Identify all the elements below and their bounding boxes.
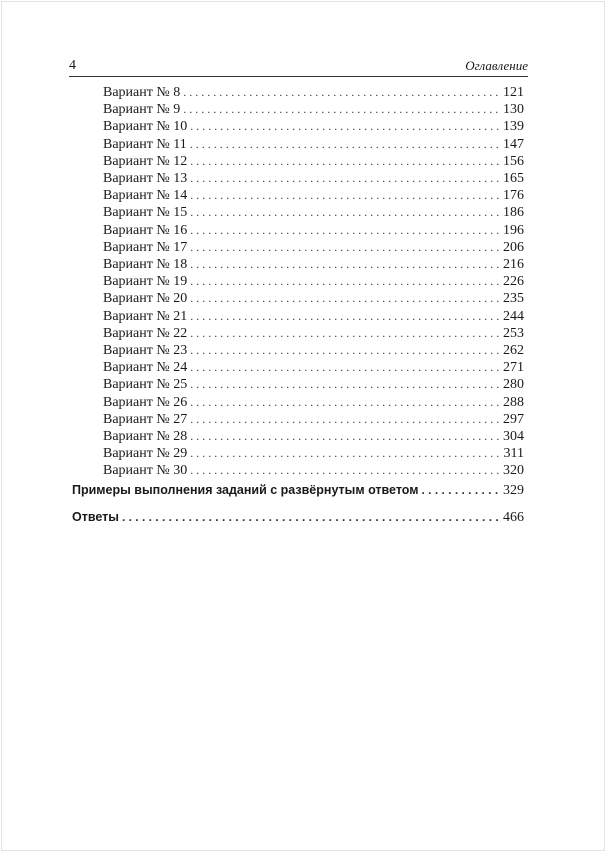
toc-entry-label: Вариант № 18 xyxy=(103,257,188,272)
toc-entry-page-number: 139 xyxy=(503,119,524,135)
dot-leader xyxy=(190,376,500,393)
toc-entry-label: Вариант № 19 xyxy=(103,274,188,290)
dot-leader xyxy=(190,308,500,325)
toc-entry-section[interactable] xyxy=(72,482,524,499)
running-head-title: Оглавление xyxy=(465,58,528,73)
toc-entry-page-number: 147 xyxy=(503,136,524,152)
dot-leader xyxy=(183,101,500,118)
toc-section-page-number: 466 xyxy=(503,510,524,525)
toc-entry-page-number: 206 xyxy=(503,239,524,255)
toc-entry-label: Вариант № 11 xyxy=(103,136,187,152)
toc-entry-variant[interactable] xyxy=(103,101,524,118)
toc-entry-variant[interactable] xyxy=(103,394,524,411)
toc-entry-label: Вариант № 22 xyxy=(103,325,188,341)
toc-entry-label: Вариант № 30 xyxy=(103,463,188,479)
toc-entry-variant[interactable] xyxy=(103,273,524,290)
toc-entry-page-number: 244 xyxy=(503,308,524,324)
dot-leader xyxy=(190,359,500,376)
toc-entry-page-number: 226 xyxy=(503,274,524,290)
toc-entry-page-number: 121 xyxy=(503,85,524,100)
toc-entry-page-number: 196 xyxy=(503,222,524,238)
dot-leader xyxy=(190,325,500,342)
toc-entry-variant[interactable] xyxy=(103,187,524,204)
toc-entry-variant[interactable] xyxy=(103,239,524,256)
toc-entry-variant[interactable] xyxy=(103,411,524,428)
dot-leader xyxy=(190,411,500,428)
dot-leader xyxy=(190,445,500,462)
dot-leader xyxy=(190,222,500,239)
toc-entry-page-number: 186 xyxy=(503,205,524,221)
dot-leader xyxy=(190,239,500,256)
toc-entry-label: Вариант № 13 xyxy=(103,171,188,186)
toc-section-label: Примеры выполнения заданий с развёрнутым ответом xyxy=(72,483,419,497)
dot-leader xyxy=(190,118,500,135)
dot-leader xyxy=(422,482,501,499)
toc-entry-variant[interactable] xyxy=(103,290,524,307)
toc-entry-page-number: 271 xyxy=(503,360,524,376)
page-number: 4 xyxy=(69,58,76,73)
dot-leader xyxy=(190,170,500,187)
toc-entry-page-number: 156 xyxy=(503,153,524,169)
dot-leader xyxy=(190,136,500,153)
toc-entry-label: Вариант № 12 xyxy=(103,153,188,169)
toc-entry-label: Вариант № 20 xyxy=(103,291,188,307)
dot-leader xyxy=(190,273,500,290)
dot-leader xyxy=(190,342,500,359)
toc-entry-variant[interactable] xyxy=(103,118,524,135)
toc-entry-variant[interactable] xyxy=(103,376,524,393)
toc-entry-variant[interactable] xyxy=(103,445,524,462)
toc-entry-page-number: 297 xyxy=(503,411,524,427)
toc-entry-label: Вариант № 27 xyxy=(103,411,188,427)
toc-entry-variant[interactable] xyxy=(103,462,524,479)
toc-entry-label: Вариант № 29 xyxy=(103,446,188,462)
toc-entry-label: Вариант № 17 xyxy=(103,239,188,255)
dot-leader xyxy=(190,187,500,204)
dot-leader xyxy=(190,256,500,273)
dot-leader xyxy=(183,84,500,101)
toc-entry-page-number: 280 xyxy=(503,377,524,393)
toc-entry-page-number: 165 xyxy=(503,171,524,186)
toc-entry-page-number: 311 xyxy=(503,446,524,462)
toc-entry-label: Вариант № 24 xyxy=(103,360,188,376)
toc-entry-page-number: 320 xyxy=(503,463,524,479)
toc-entry-page-number: 176 xyxy=(503,188,524,204)
toc-entry-variant[interactable] xyxy=(103,325,524,342)
toc-entry-variant[interactable] xyxy=(103,136,524,153)
toc-entry-label: Вариант № 16 xyxy=(103,222,188,238)
dot-leader xyxy=(190,428,500,445)
dot-leader xyxy=(190,394,500,411)
toc-entry-variant[interactable] xyxy=(103,308,524,325)
toc-entry-variant[interactable] xyxy=(103,428,524,445)
toc-entry-page-number: 130 xyxy=(503,102,524,118)
toc-entry-page-number: 235 xyxy=(503,291,524,307)
toc-section-page-number: 329 xyxy=(503,483,524,498)
toc-entry-variant[interactable] xyxy=(103,84,524,101)
dot-leader xyxy=(190,204,500,221)
toc-entry-page-number: 253 xyxy=(503,325,524,341)
toc-entry-variant[interactable] xyxy=(103,342,524,359)
toc-entry-variant[interactable] xyxy=(103,153,524,170)
dot-leader xyxy=(190,153,500,170)
toc-entry-page-number: 304 xyxy=(503,429,524,444)
toc-entry-label: Вариант № 9 xyxy=(103,102,181,118)
toc-entry-label: Вариант № 21 xyxy=(103,308,188,324)
toc-entry-variant[interactable] xyxy=(103,170,524,187)
toc-entry-section[interactable] xyxy=(72,509,524,526)
toc-entry-label: Вариант № 25 xyxy=(103,377,188,393)
running-head xyxy=(69,58,528,77)
toc-entry-variant[interactable] xyxy=(103,204,524,221)
toc-entry-label: Вариант № 28 xyxy=(103,429,188,444)
toc-entry-variant[interactable] xyxy=(103,256,524,273)
toc-section-label: Ответы xyxy=(72,510,119,524)
toc-entry-page-number: 216 xyxy=(503,257,524,272)
toc-entry-label: Вариант № 15 xyxy=(103,205,188,221)
dot-leader xyxy=(190,290,500,307)
toc-entry-page-number: 288 xyxy=(503,394,524,410)
toc-entry-label: Вариант № 23 xyxy=(103,343,188,358)
toc-entry-label: Вариант № 8 xyxy=(103,85,181,100)
toc-entry-label: Вариант № 10 xyxy=(103,119,188,135)
toc-entry-variant[interactable] xyxy=(103,359,524,376)
dot-leader xyxy=(190,462,500,479)
toc-entry-label: Вариант № 14 xyxy=(103,188,188,204)
toc-entry-label: Вариант № 26 xyxy=(103,394,188,410)
toc-entry-variant[interactable] xyxy=(103,222,524,239)
dot-leader xyxy=(122,509,500,526)
toc-entry-page-number: 262 xyxy=(503,343,524,358)
